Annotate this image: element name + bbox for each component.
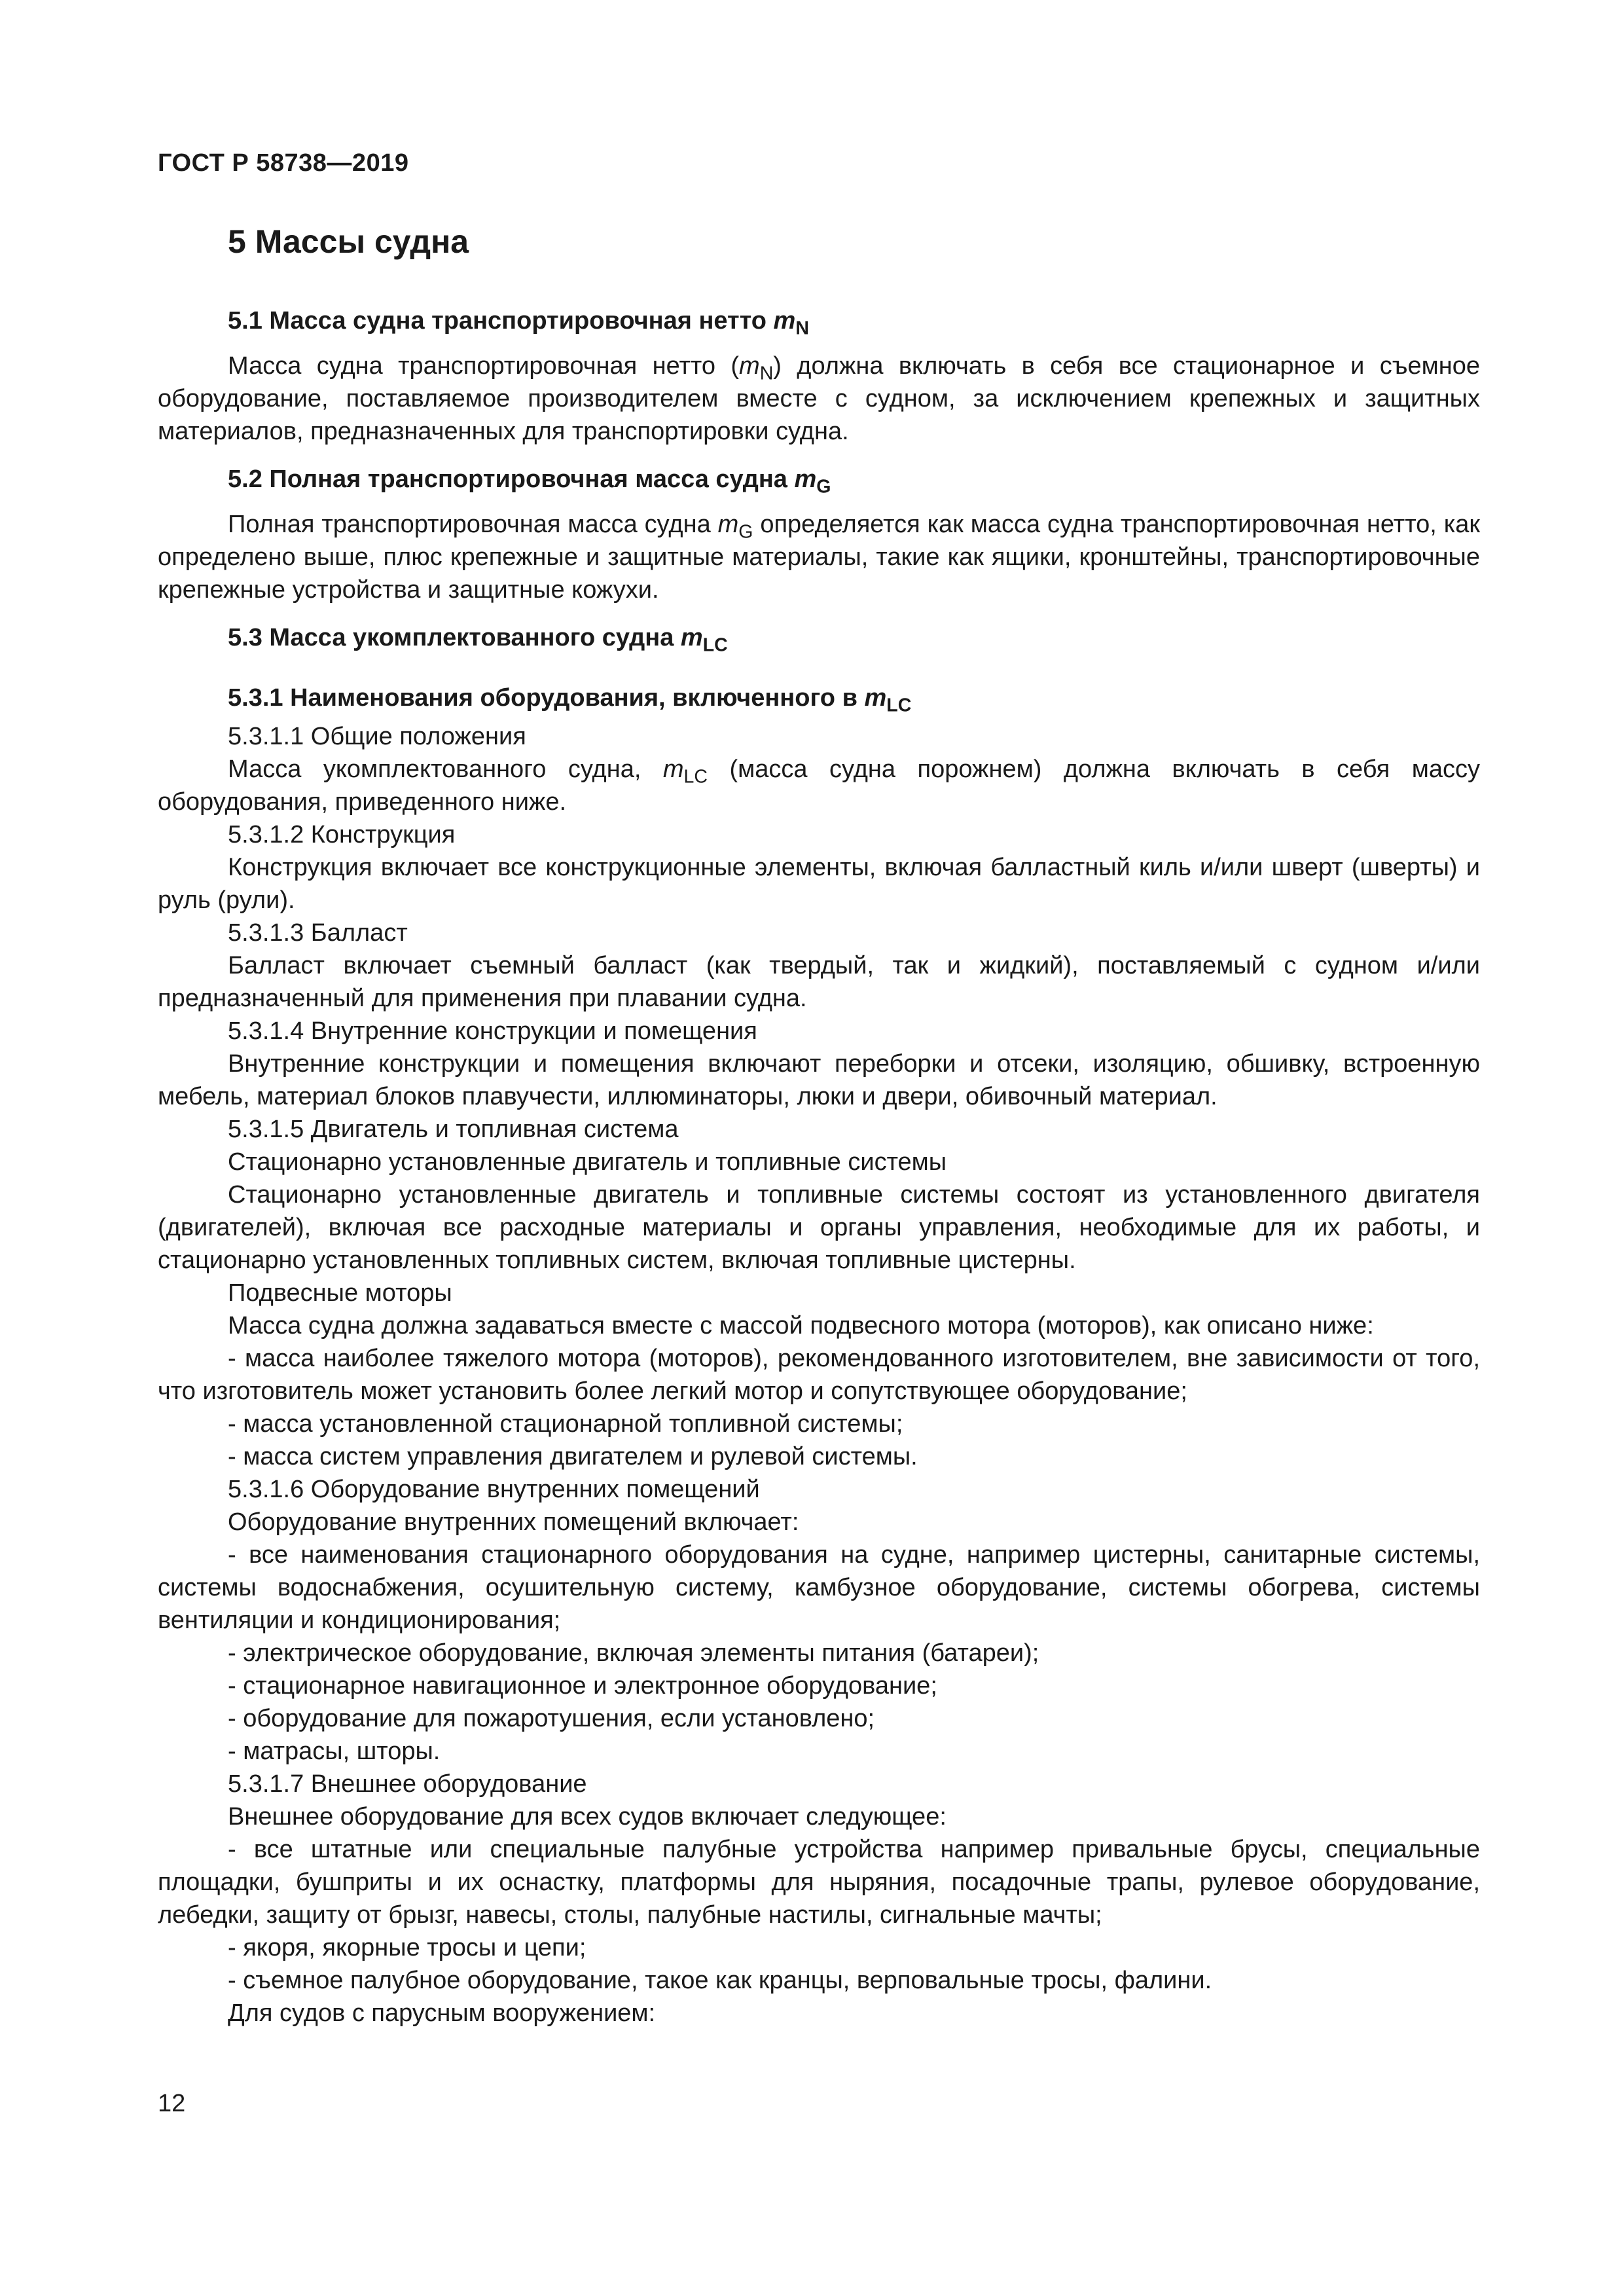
list-item: - матрасы, шторы.	[228, 1738, 441, 1765]
outboard-motors-text: Масса судна должна задаваться вместе с массой подвесного мотора (моторов), как описано ниже:	[228, 1312, 1374, 1339]
clause-5-3-1-5-title: 5.3.1.5 Двигатель и топливная система	[228, 1116, 679, 1143]
clause-5-3-1-6-text: Оборудование внутренних помещений включает:	[228, 1508, 799, 1536]
list-item: - оборудование для пожаротушения, если установлено;	[228, 1705, 875, 1732]
clause-5-3-1-7-text: Внешнее оборудование для всех судов включает следующее:	[228, 1803, 947, 1831]
section-5-1-paragraph: Масса судна транспортировочная нетто $(m_N)$ должна включать в себя все стационарное и съемное оборудование, поставляемое производителем вместе с судном, за исключением крепежных и защитных материалов, предназначенных для транспортировки судна.	[158, 352, 1481, 445]
page-content	[158, 220, 1480, 2030]
clause-5-3-1-2-title: 5.3.1.2 Конструкция	[228, 821, 456, 848]
clause-5-3-1-1-title: 5.3.1.1 Общие положения	[228, 723, 526, 750]
clause-5-3-1-4-title: 5.3.1.4 Внутренние конструкции и помещения	[228, 1017, 757, 1045]
inboard-engines-text: Стационарно установленные двигатель и топливные системы состоят из установленного двигателя (двигателей), включая все расходные материалы и органы управления, необходимые для их работы, и стационарно установленных топливных систем, включая топливные цистерны.	[158, 1181, 1480, 1274]
list-item: - съемное палубное оборудование, такое как кранцы, верповальные тросы, фалини.	[228, 1967, 1212, 1994]
clause-5-3-1-2-text: Конструкция включает все конструкционные элементы, включая балластный киль и/или шверт (шверты) и руль (рули).	[158, 854, 1480, 914]
standard-designation: ГОСТ Р 58738—2019	[158, 149, 409, 177]
sailing-boats-text: Для судов с парусным вооружением:	[228, 1999, 656, 2027]
list-item: - электрическое оборудование, включая элементы питания (батареи);	[228, 1639, 1039, 1667]
section-5-2-paragraph: Полная транспортировочная масса судна $m_G$ определяется как масса судна транспортировочная нетто, как определено выше, плюс крепежные и защитные материалы, такие как ящики, кронштейны, транспортировочные крепежные устройства и защитные кожухи.	[158, 511, 1480, 604]
clause-5-3-1-3-title: 5.3.1.3 Балласт	[228, 919, 408, 947]
list-item: - якоря, якорные тросы и цепи;	[228, 1934, 586, 1961]
section-5-1-heading: 5.1 Масса судна транспортировочная нетто $m_N$	[228, 307, 809, 339]
outboard-motors-subtitle: Подвесные моторы	[228, 1279, 452, 1307]
section-5-heading: 5 Массы судна	[228, 223, 469, 260]
list-item: - стационарное навигационное и электронное оборудование;	[228, 1672, 937, 1700]
section-5-3-1-heading: 5.3.1 Наименования оборудования, включенного в $m_{LC}$	[228, 684, 912, 716]
section-5-2-heading: 5.2 Полная транспортировочная масса судна $m_G$	[228, 465, 831, 498]
clause-5-3-1-1-text: Масса укомплектованного судна, $m_{LC}$ (масса судна порожнем) должна включать в себя массу оборудования, приведенного ниже.	[158, 756, 1480, 816]
clause-5-3-1-4-text: Внутренние конструкции и помещения включают переборки и отсеки, изоляцию, обшивку, встроенную мебель, материал блоков плавучести, иллюминаторы, люки и двери, обивочный материал.	[158, 1050, 1480, 1110]
clause-5-3-1-6-title: 5.3.1.6 Оборудование внутренних помещений	[228, 1476, 760, 1503]
list-item: - масса систем управления двигателем и рулевой системы.	[228, 1443, 918, 1470]
clause-5-3-1-3-text: Балласт включает съемный балласт (как твердый, так и жидкий), поставляемый с судном и/или предназначенный для применения при плавании судна.	[158, 952, 1480, 1012]
page-number: 12	[158, 2090, 186, 2117]
clause-5-3-1-7-title: 5.3.1.7 Внешнее оборудование	[228, 1770, 587, 1798]
list-item: - все штатные или специальные палубные устройства например привальные брусы, специальные площадки, бушприты и их оснастку, платформы для ныряния, посадочные трапы, рулевое оборудование, лебедки, защиту от брызг, навесы, столы, палубные настилы, сигнальные мачты;	[158, 1836, 1480, 1929]
list-item: - масса наиболее тяжелого мотора (моторов), рекомендованного изготовителем, вне зависимости от того, что изготовитель может установить более легкий мотор и сопутствующее оборудование;	[158, 1345, 1480, 1405]
section-5-3-heading: 5.3 Масса укомплектованного судна $m_{LC}$	[228, 624, 728, 656]
inboard-engines-subtitle: Стационарно установленные двигатель и топливные системы	[228, 1148, 947, 1176]
list-item: - все наименования стационарного оборудования на судне, например цистерны, санитарные системы, системы водоснабжения, осушительную систему, камбузное оборудование, системы обогрева, системы вентиляции и кондиционирования;	[158, 1541, 1480, 1634]
list-item: - масса установленной стационарной топливной системы;	[228, 1410, 903, 1438]
